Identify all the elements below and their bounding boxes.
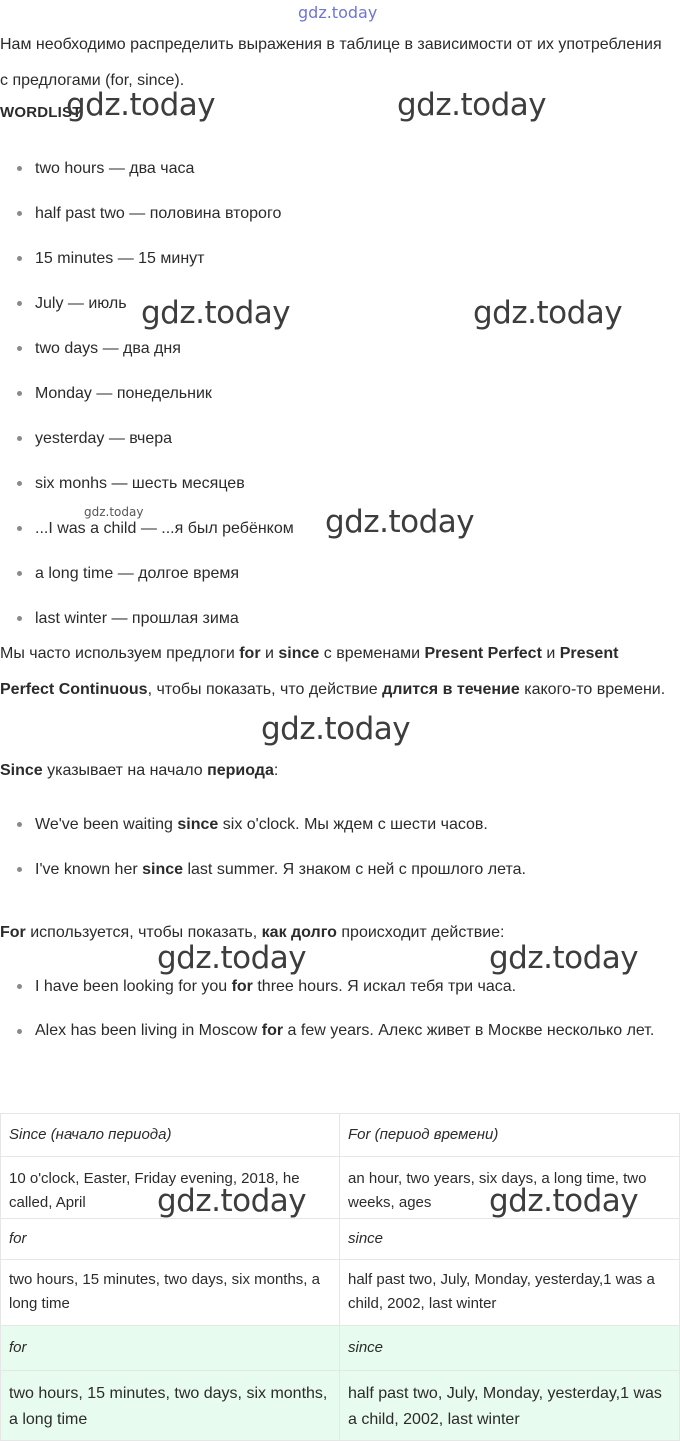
list-item: two days — два дня bbox=[0, 326, 670, 371]
table-cell: for bbox=[1, 1326, 340, 1371]
bullet-icon bbox=[17, 1029, 22, 1034]
list-item: last winter — прошлая зима bbox=[0, 596, 670, 641]
table-cell: 10 o'clock, Easter, Friday evening, 2018, he called, April bbox=[1, 1157, 340, 1219]
watermark-top: gdz.today bbox=[298, 3, 378, 22]
table-cell: an hour, two years, six days, a long time, two weeks, ages bbox=[340, 1157, 680, 1219]
watermark: gdz.today bbox=[489, 1183, 639, 1219]
table-row bbox=[1, 1326, 680, 1371]
since-rule: Since указывает на начало периода: bbox=[0, 762, 279, 779]
bullet-icon bbox=[17, 166, 22, 171]
list-item: Monday — понедельник bbox=[0, 371, 670, 416]
bullet-icon bbox=[17, 822, 22, 827]
watermark: gdz.today bbox=[66, 87, 216, 123]
table-cell: since bbox=[340, 1219, 680, 1260]
bullet-icon bbox=[17, 211, 22, 216]
bullet-icon bbox=[17, 436, 22, 441]
list-item: half past two — половина второго bbox=[0, 191, 670, 236]
list-item: two hours — два часа bbox=[0, 146, 670, 191]
bullet-icon bbox=[17, 526, 22, 531]
watermark: gdz.today bbox=[261, 711, 411, 747]
bullet-icon bbox=[17, 391, 22, 396]
watermark: gdz.today bbox=[325, 504, 475, 540]
list-item: six monhs — шесть месяцев bbox=[0, 461, 670, 506]
bullet-icon bbox=[17, 867, 22, 872]
table-cell: Since (начало периода) bbox=[1, 1114, 340, 1157]
watermark: gdz.today bbox=[141, 295, 291, 331]
bullet-icon bbox=[17, 346, 22, 351]
list-item: yesterday — вчера bbox=[0, 416, 670, 461]
wordlist-heading: WORDLIST bbox=[0, 104, 82, 121]
for-examples bbox=[0, 964, 670, 1055]
bullet-icon bbox=[17, 984, 22, 989]
watermark: gdz.today bbox=[489, 940, 639, 976]
bullet-icon bbox=[17, 481, 22, 486]
bullet-icon bbox=[17, 571, 22, 576]
watermark: gdz.today bbox=[157, 1183, 307, 1219]
table-cell: since bbox=[340, 1326, 680, 1371]
rule-paragraph: Мы часто используем предлоги for и since с временами Present Perfect и Present Perfect Continuous, чтобы показать, что действие длится в течение какого-то времени. bbox=[0, 645, 666, 698]
bullet-icon bbox=[17, 616, 22, 621]
watermark: gdz.today bbox=[473, 295, 623, 331]
table-cell: half past two, July, Monday, yesterday,1 was a child, 2002, last winter bbox=[340, 1260, 680, 1326]
table-row bbox=[1, 1114, 680, 1157]
since-examples bbox=[0, 802, 670, 892]
table-cell: two hours, 15 minutes, two days, six months, a long time bbox=[1, 1371, 340, 1441]
table-cell: for bbox=[1, 1219, 340, 1260]
table-cell: half past two, July, Monday, yesterday,1 was a child, 2002, last winter bbox=[340, 1371, 680, 1441]
table-cell: two hours, 15 minutes, two days, six months, a long time bbox=[1, 1260, 340, 1326]
watermark: gdz.today bbox=[397, 87, 547, 123]
table-cell: For (период времени) bbox=[340, 1114, 680, 1157]
list-item: July — июль bbox=[0, 281, 670, 326]
watermark: gdz.today bbox=[157, 940, 307, 976]
list-item: We've been waiting since six o'clock. Мы ждем с шести часов. bbox=[0, 802, 670, 847]
table-row bbox=[1, 1260, 680, 1326]
intro-text: Нам необходимо распределить выражения в таблице в зависимости от их употребления с предлогами (for, since). bbox=[0, 36, 662, 89]
list-item: I have been looking for you for three hours. Я искал тебя три часа. bbox=[0, 964, 670, 1009]
wordlist bbox=[0, 146, 670, 641]
table-row bbox=[1, 1219, 680, 1260]
list-item: 15 minutes — 15 минут bbox=[0, 236, 670, 281]
watermark-small: gdz.today bbox=[84, 505, 144, 519]
bullet-icon bbox=[17, 301, 22, 306]
list-item: ...I was a child — ...я был ребёнком bbox=[0, 506, 670, 551]
list-item: Alex has been living in Moscow for a few years. Алекс живет в Москве несколько лет. bbox=[0, 1009, 670, 1055]
list-item: a long time — долгое время bbox=[0, 551, 670, 596]
list-item: I've known her since last summer. Я знаком с ней с прошлого лета. bbox=[0, 847, 670, 892]
answer-table bbox=[0, 1113, 680, 1441]
bullet-icon bbox=[17, 256, 22, 261]
table-row bbox=[1, 1371, 680, 1441]
for-rule: For используется, чтобы показать, как долго происходит действие: bbox=[0, 924, 505, 941]
